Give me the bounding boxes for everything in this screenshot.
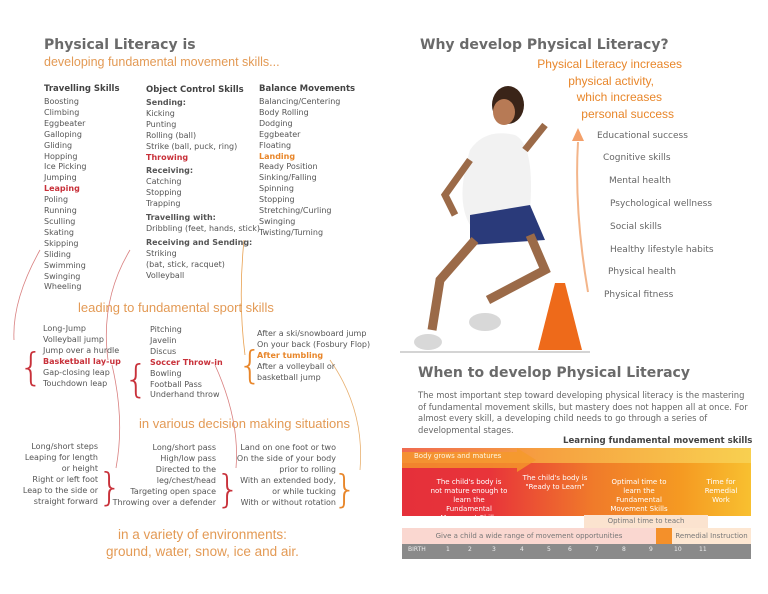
list-item: High/low pass [160,453,216,463]
age-tick: 7 [595,546,599,553]
list-item: Underhand throw [150,390,220,400]
column-header: Travelling Skills [44,84,120,94]
list-item: Galloping [44,129,82,139]
why-statement [537,56,682,122]
remedial-instruction-bar: Remedial Instruction [672,528,751,544]
list-item: Discus [150,346,177,356]
list-item: Wheeling [44,282,82,292]
list-item: Ready Position [259,162,318,172]
brace-dec3: } [333,467,358,511]
list-item: Dribbling (feet, hands, stick) [146,223,261,233]
when-title: When to develop Physical Literacy [418,365,690,381]
list-item: Rolling (ball) [146,130,197,140]
age-tick: 11 [699,546,707,553]
list-item: Javelin [150,335,177,345]
column-header: Object Control Skills [146,85,244,95]
list-item: prior to rolling [279,464,336,474]
age-tick: 3 [492,546,496,553]
column-header: Balance Movements [259,84,356,94]
benefit-item: Cognitive skills [603,153,671,163]
list-item: Landing [259,151,296,161]
list-item: Trapping [146,199,181,209]
list-item: Skating [44,227,74,237]
body-grows-label: Body grows and matures [414,452,502,460]
brace-sport2: { [124,357,149,401]
list-item: Throwing over a defender [112,497,216,507]
age-tick: 8 [622,546,626,553]
list-item: Eggbeater [259,129,301,139]
list-item: Hopping [44,151,78,161]
brace-dec1: } [98,465,123,509]
stage-not-mature: The child's body is not mature enough to learn the Fundamental Movement Skills [430,478,508,522]
benefit-item: Physical fitness [604,290,674,300]
traffic-cone [538,283,582,350]
list-item: Targeting open space [130,486,216,496]
benefit-item: Mental health [609,176,671,186]
list-item: Throwing [146,152,189,162]
page-title: Physical Literacy is [44,37,196,53]
list-item: Directed to the [155,464,216,474]
list-item: With or without rotation [240,497,336,507]
section-heading-sport: leading to fundamental sport skills [78,300,274,315]
list-item: Swinging [44,271,81,281]
list-item: Twisting/Turning [259,227,324,237]
list-item: Volleyball jump [43,334,104,344]
why-line: which increases [576,90,662,105]
list-item: After a volleyball or [257,361,336,371]
list-item: Catching [146,177,182,187]
chart-title: Learning fundamental movement skills [563,436,753,446]
list-item: Boosting [44,97,79,106]
list-item: Balancing/Centering [259,97,341,106]
subheader: Receiving and Sending: [146,237,253,247]
age-tick: 5 [547,546,551,553]
list-item: Football Pass [150,379,202,389]
list-item: or while tucking [272,486,336,496]
photo-girl [414,86,545,350]
list-item: Jumping [44,173,77,183]
optimal-teach-bar: Optimal time to teach [584,515,708,528]
arrowhead-icon [572,128,584,141]
list-item: (bat, stick, racquet) [146,259,225,269]
list-item: Stretching/Curling [259,206,332,216]
list-item: Soccer Throw-in [150,357,223,367]
benefit-item: Educational success [597,131,688,141]
environments-line-1: in a variety of environments: [118,527,287,542]
age-tick: BIRTH [408,546,426,553]
list-item: Sculling [44,216,76,226]
list-item: leg/chest/head [156,475,216,485]
list-item: Jump over a hurdle [43,345,120,355]
benefit-item: Physical health [608,267,676,277]
list-item: Gliding [44,140,73,150]
environments-line-2: ground, water, snow, ice and air. [106,544,299,559]
benefit-item: Social skills [610,222,662,232]
development-timeline [402,448,751,559]
benefit-item: Psychological wellness [610,199,713,209]
page-subtitle: developing fundamental movement skills... [44,55,280,69]
list-item: Body Rolling [259,107,309,117]
when-paragraph: The most important step toward developing physical literacy is the mastering of fundamental movement skills, but mastery does not happen all at once. For almost every skill, a developing child needs to go through a series of developmental stages. [418,390,748,435]
list-item: Striking [146,248,177,258]
age-tick: 4 [520,546,524,553]
range-opportunities-bar: Give a child a wide range of movement opportunities [402,528,656,544]
list-item: straight forward [33,496,98,506]
brace-sport1: { [19,345,44,389]
list-item: Bowling [150,368,182,378]
list-item: Long/short pass [152,443,216,452]
list-item: Skipping [44,238,79,248]
list-item: Sliding [44,249,71,259]
why-line: Physical Literacy increases [537,57,682,71]
list-item: Punting [146,119,177,129]
list-item: or height [61,463,98,473]
why-title: Why develop Physical Literacy? [420,37,669,53]
stage-remedial: Time for Remedial Work [704,478,738,504]
brace-sport3: { [238,343,263,387]
list-item: Eggbeater [44,118,86,128]
list-item: Long-Jump [43,324,86,333]
list-item: On your back (Fosbury Flop) [257,339,371,349]
list-item: Floating [259,140,292,150]
stage-optimal: Optimal time to learn the Fundamental Movement Skills [610,478,668,513]
brace-dec2: } [216,467,241,511]
list-item: With an extended body, [240,475,336,485]
list-item: Leaping for length [24,452,98,462]
subheader: Sending: [146,98,186,107]
age-tick: 9 [649,546,653,553]
list-item: Poling [44,195,69,205]
list-item: basketball jump [257,372,321,382]
list-item: Stopping [146,188,182,198]
why-line: physical activity, [568,73,654,88]
list-item: Swimming [44,260,86,270]
section-heading-decision: in various decision making situations [139,416,350,431]
list-item: Climbing [44,107,80,117]
list-item: Spinning [259,184,294,194]
age-axis [402,544,751,559]
age-tick: 1 [446,546,450,553]
age-tick: 10 [674,546,682,553]
benefit-item: Healthy lifestyle habits [610,245,714,255]
list-item: After tumbling [257,350,324,360]
list-item: After a ski/snowboard jump [257,329,367,338]
age-tick: 6 [568,546,572,553]
list-item: Dodging [259,118,293,128]
list-item: Leaping [44,184,80,194]
list-item: Long/short steps [31,442,98,451]
list-item: Stopping [259,195,295,205]
why-line: personal success [581,106,674,121]
list-item: Basketball lay-up [43,356,121,366]
list-item: Kicking [146,108,175,118]
list-item: Land on one foot or two [240,443,336,452]
list-item: Leap to the side or [22,485,98,495]
list-item: Strike (ball, puck, ring) [146,141,238,151]
list-item: Volleyball [146,270,185,280]
list-item: On the side of your body [236,453,336,463]
list-item: Swinging [259,216,296,226]
list-item: Gap-closing leap [43,367,110,377]
subheader: Travelling with: [146,213,216,223]
list-item: Running [44,206,77,216]
ladder-arrow-icon [577,142,588,292]
list-item: Ice Picking [44,162,87,172]
list-item: Touchdown leap [43,378,108,388]
subheader: Receiving: [146,166,194,176]
stage-ready: The child's body is "Ready to Learn" [522,474,588,491]
list-item: Right or left foot [32,474,98,484]
list-item: Sinking/Falling [259,173,317,183]
list-item: Pitching [150,325,182,334]
age-tick: 2 [468,546,472,553]
